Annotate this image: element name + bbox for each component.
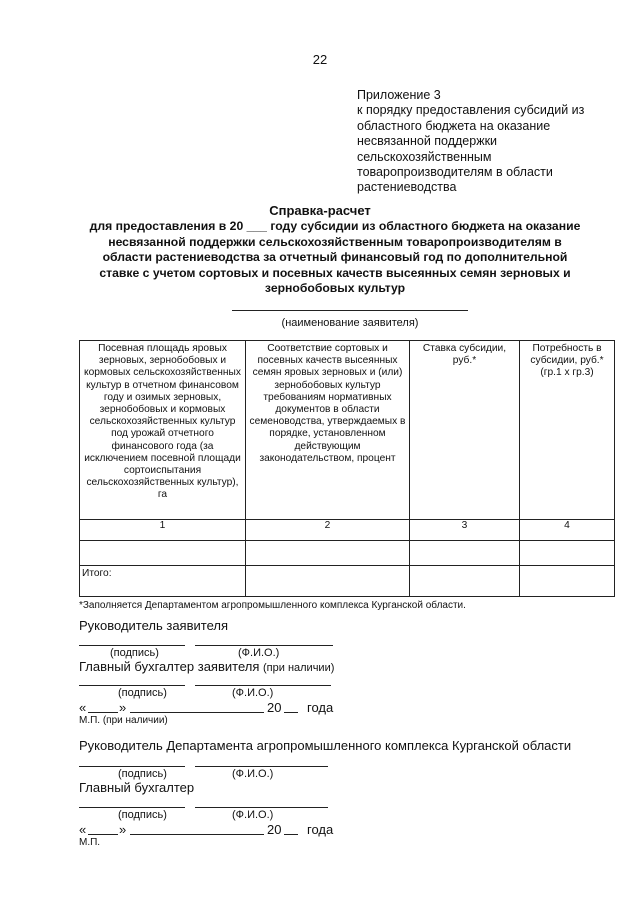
appendix-line: товаропроизводителям в области — [357, 165, 553, 180]
date-close-quote: » — [119, 700, 127, 715]
year-line[interactable] — [284, 834, 298, 835]
column-number: 1 — [80, 520, 246, 541]
subtitle-line: области растениеводства за отчетный финансовый год по дополнительной — [102, 250, 568, 264]
applicant-accountant-label — [79, 659, 334, 674]
date-close-quote: » — [119, 822, 127, 837]
header-cell: Посевная площадь яровых зерновых, зернобобовых и кормовых сельскохозяйственных культур в отчетном финансовом году и озимых зерновых, зернобобовых и кормовых сельскохозяйственных культур под урожай отчетного финансового года (за исключением посевной площади сортоиспытания сельскохозяйственных культур), га — [80, 341, 246, 520]
table-row — [80, 541, 615, 566]
table-header-row — [80, 341, 615, 520]
name-line — [195, 766, 328, 767]
department-accountant-label: Главный бухгалтер — [79, 780, 195, 795]
signature-caption: (подпись) — [118, 768, 167, 780]
name-caption: (Ф.И.О.) — [232, 768, 274, 780]
applicant-accountant-note: (при наличии) — [263, 662, 335, 674]
total-label: Итого: — [80, 566, 246, 597]
table-cell[interactable] — [246, 541, 410, 566]
signature-caption: (подпись) — [118, 809, 167, 821]
footnote: *Заполняется Департаментом агропромышленного комплекса Курганской области. — [79, 600, 466, 611]
subtitle-line: несвязанной поддержки сельскохозяйственным товаропроизводителям в — [108, 234, 562, 249]
total-row — [80, 566, 615, 597]
table-cell[interactable] — [410, 541, 520, 566]
column-number: 4 — [520, 520, 615, 541]
document-subtitle — [70, 219, 600, 297]
table-cell[interactable] — [80, 541, 246, 566]
date-month-line[interactable] — [130, 712, 264, 713]
name-line — [195, 645, 333, 646]
signature-caption: (подпись) — [118, 687, 167, 699]
page-number: 22 — [312, 52, 328, 67]
appendix-line: несвязанной поддержки — [357, 134, 498, 149]
stamp-label: М.П. — [79, 837, 101, 848]
table-cell[interactable] — [410, 566, 520, 597]
appendix-line: Приложение 3 — [357, 88, 441, 102]
header-cell: Соответствие сортовых и посевных качеств высеянных семян яровых зерновых и (или) зернобобовых культур требованиям нормативных документов в области семеноводства, утверждаемых в порядке, установленном действующим законодательством, процент — [246, 341, 410, 520]
stamp-note: М.П. (при наличии) — [79, 715, 168, 726]
appendix-line: областного бюджета на оказание — [357, 118, 551, 133]
year-line[interactable] — [284, 712, 298, 713]
column-number-row — [80, 520, 615, 541]
table-cell[interactable] — [520, 566, 615, 597]
signature-line — [79, 807, 185, 808]
date-month-line[interactable] — [130, 834, 264, 835]
appendix-line: растениеводства — [357, 180, 457, 195]
signature-line — [79, 645, 185, 646]
header-cell: Ставка субсидии, руб.* — [410, 341, 520, 520]
column-number: 3 — [410, 520, 520, 541]
appendix-block — [357, 88, 607, 196]
subtitle-line: для предоставления в 20 ___ году субсидии из областного бюджета на оказание — [89, 219, 581, 233]
signature-line — [79, 766, 185, 767]
name-line — [195, 685, 331, 686]
subtitle-line: зернобобовых культур — [264, 281, 406, 295]
subtitle-line: ставке с учетом сортовых и посевных качеств высеянных семян зерновых и — [99, 265, 571, 280]
year-suffix: года — [307, 700, 334, 715]
calculation-table — [79, 340, 615, 597]
signature-caption: (подпись) — [110, 647, 159, 659]
applicant-caption: (наименование заявителя) — [281, 317, 419, 329]
appendix-line: к порядку предоставления субсидий из — [357, 103, 585, 118]
applicant-head-label: Руководитель заявителя — [79, 618, 228, 633]
date-day-line[interactable] — [88, 834, 118, 835]
name-caption: (Ф.И.О.) — [238, 647, 280, 659]
department-head-label: Руководитель Департамента агропромышленного комплекса Курганской области — [79, 738, 572, 753]
name-caption: (Ф.И.О.) — [232, 809, 274, 821]
date-open-quote: « — [79, 700, 87, 715]
year-prefix: 20 — [267, 822, 282, 837]
table-cell[interactable] — [520, 541, 615, 566]
date-open-quote: « — [79, 822, 87, 837]
applicant-accountant-title: Главный бухгалтер заявителя — [79, 659, 260, 674]
year-suffix: года — [307, 822, 334, 837]
table-cell[interactable] — [246, 566, 410, 597]
header-cell: Потребность в субсидии, руб.* (гр.1 х гр.3) — [520, 341, 615, 520]
applicant-name-line — [232, 310, 468, 311]
document-title: Справка-расчет — [269, 203, 371, 218]
date-day-line[interactable] — [88, 712, 118, 713]
name-line — [195, 807, 328, 808]
signature-line — [79, 685, 185, 686]
appendix-line: сельскохозяйственным — [357, 149, 492, 164]
column-number: 2 — [246, 520, 410, 541]
year-prefix: 20 — [267, 700, 282, 715]
name-caption: (Ф.И.О.) — [232, 687, 274, 699]
